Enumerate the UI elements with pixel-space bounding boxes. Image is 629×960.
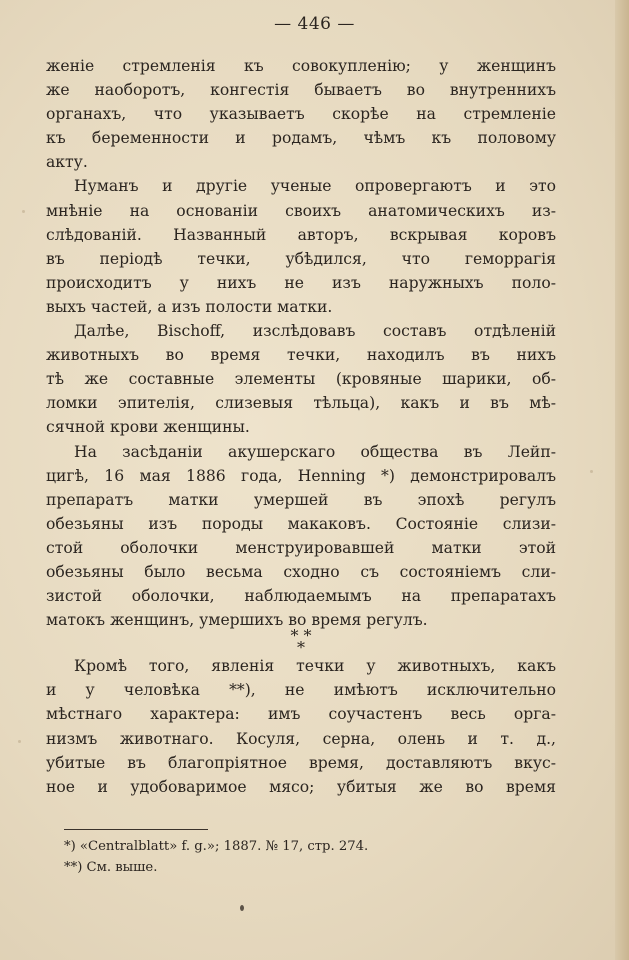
text-line: препаратъ матки умершей въ эпохѣ регулъ: [46, 490, 556, 509]
main-text: [46, 54, 556, 799]
text-line: женіе стремленія къ совокупленію; у женщинъ: [46, 57, 556, 75]
text-line: животныхъ во время течки, находилъ въ нихъ: [46, 346, 556, 365]
asterism: * * *: [290, 626, 312, 658]
text-line: ное и удобоваримое мясо; убитыя же во время: [46, 777, 556, 796]
text-line: въ періодѣ течки, убѣдился, что геморрагія: [46, 249, 556, 268]
footnote-rule: [64, 829, 208, 830]
text-line: убитые въ благопріятное время, доставляютъ вкус-: [46, 753, 556, 772]
text-line: и у человѣка **), не имѣютъ исключительно: [46, 681, 556, 700]
paper-speck: [18, 740, 21, 743]
page-edge: [615, 0, 629, 960]
text-line: слѣдованій. Названный авторъ, вскрывая коровъ: [46, 225, 556, 244]
paper-speck: [22, 210, 25, 213]
text-line: же наоборотъ, конгестія бываетъ во внутреннихъ: [46, 81, 556, 100]
footnote: *) «Centralblatt» f. g.»; 1887. № 17, стр. 274.: [64, 839, 369, 854]
ink-speck: [240, 905, 244, 911]
paper-speck: [590, 470, 593, 473]
text-line: обезьяны было весьма сходно съ состояніемъ сли-: [46, 562, 556, 581]
text-line: мѣстнаго характера: имъ соучастенъ весь орга-: [46, 705, 556, 724]
section-break: [46, 626, 556, 658]
text-line: къ беременности и родамъ, чѣмъ къ половому: [46, 129, 556, 148]
text-line: цигѣ, 16 мая 1886 года, Henning *) демонстрировалъ: [46, 466, 556, 485]
text-line: тѣ же составные элементы (кровяные шарики, об-: [46, 370, 556, 389]
text-line: матокъ женщинъ, умершихъ во время регулъ.: [46, 611, 428, 630]
footnotes: [64, 836, 484, 878]
text-line: обезьяны изъ породы макаковъ. Состояніе слизи-: [46, 514, 556, 533]
text-line: На засѣданіи акушерскаго общества въ Лейп-: [74, 442, 556, 461]
text-line: ломки эпителія, слизевыя тѣльца), какъ и въ мѣ-: [46, 394, 556, 413]
text-line: стой оболочки менструировавшей матки этой: [46, 538, 556, 557]
text-line: Далѣе, Bischoff, изслѣдовавъ составъ отдѣленій: [74, 322, 556, 341]
text-line: мнѣніе на основаніи своихъ анатомическихъ из-: [46, 201, 556, 220]
text-line: Кромѣ того, явленія течки у животныхъ, какъ: [74, 657, 556, 676]
text-line: сячной крови женщины.: [46, 418, 250, 437]
text-line: акту.: [46, 153, 88, 172]
text-line: органахъ, что указываетъ скорѣе на стремленіе: [46, 105, 556, 124]
text-line: Нуманъ и другіе ученые опровергаютъ и это: [74, 177, 556, 196]
footnote: **) См. выше.: [64, 860, 158, 875]
text-line: происходитъ у нихъ не изъ наружныхъ поло-: [46, 273, 556, 292]
text-line: низмъ животнаго. Косуля, серна, олень и т. д.,: [46, 729, 556, 748]
page-number: — 446 —: [274, 14, 355, 34]
text-line: зистой оболочки, наблюдаемымъ на препаратахъ: [46, 587, 556, 606]
text-line: выхъ частей, а изъ полости матки.: [46, 297, 333, 316]
